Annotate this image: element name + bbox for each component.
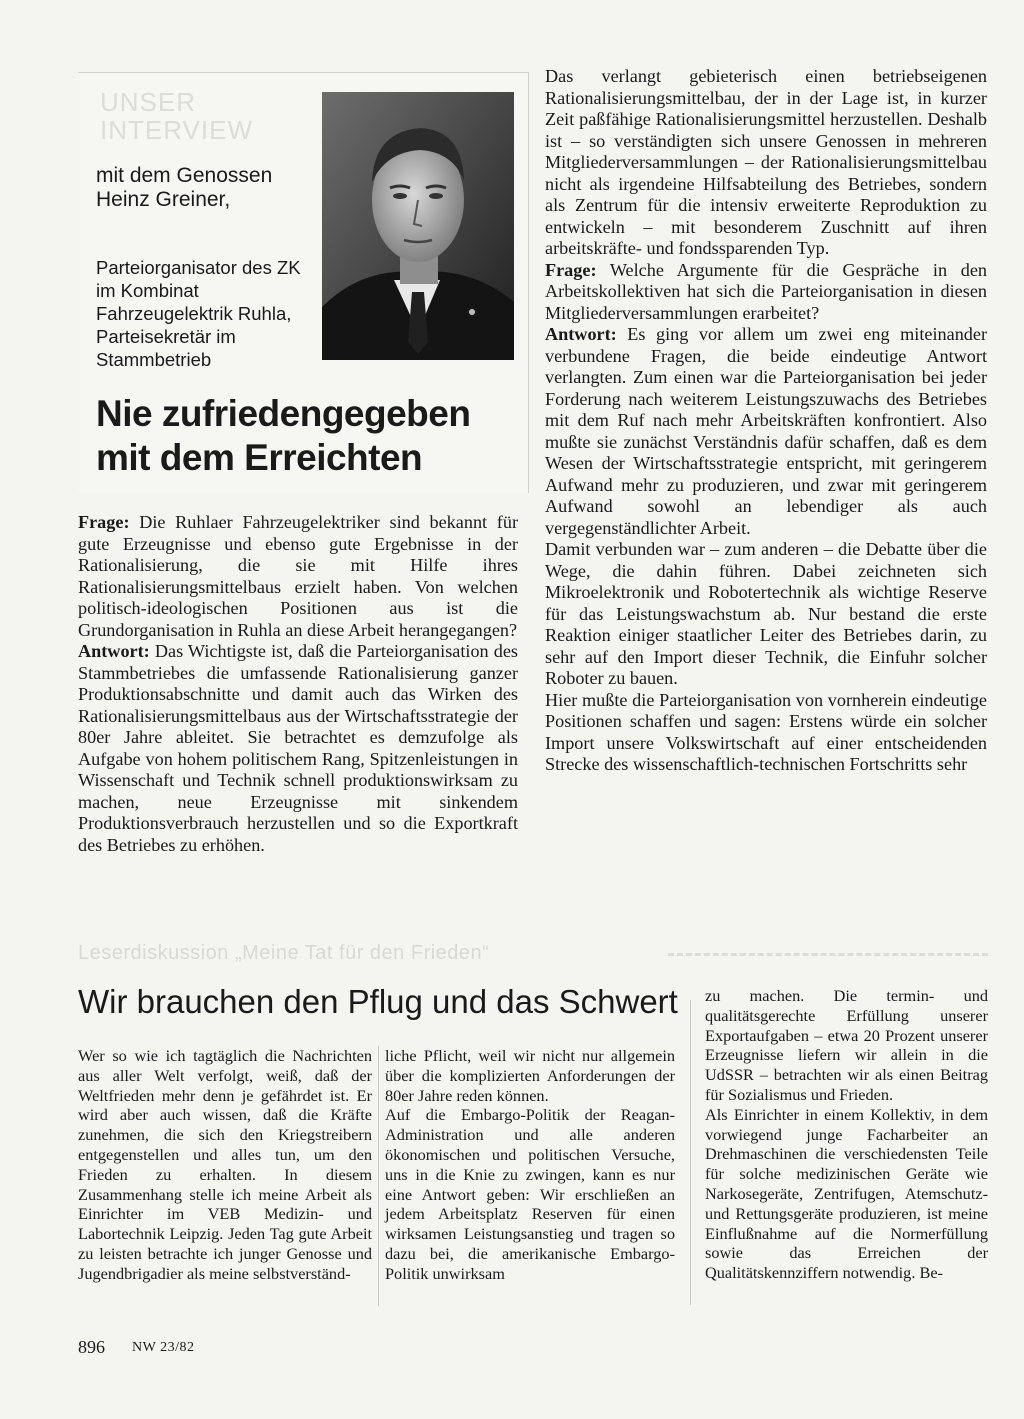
question-text: Die Ruhlaer Fahrzeugelektriker sind bekannt für gute Erzeugnisse und ebenso gute Ergebnisse in der Rationalisierung, die sie mit Hilfe ihres Rationalisierungsmittelbaus erzielt haben. Von welchen politisch-ideologischen Positionen aus ist die Grundorganisation in Ruhla an diese Arbeit herangegangen? [78,512,518,640]
section-title: Wir brauchen den Pflug und das Schwert [78,983,678,1020]
paragraph: Wer so wie ich tagtäglich die Nachrichten aus aller Welt verfolgt, weiß, daß der Weltfrieden mehr denn je gefährdet ist. Er wird aber auch wissen, daß die Kräfte zunehmen, die sich den Kriegstreibern entgegenstellen und alles tun, um den Frieden zu erhalten. In diesem Zusammenhang stelle ich meine Arbeit als Einrichter im VEB Medizin- und Labortechnik Leipzig. Jeden Tag gute Arbeit zu leisten betrachte ich junger Genosse und Jugendbrigadier als meine selbstverständ- [78,1046,372,1283]
page-number: 896 [78,1337,105,1357]
answer-label: Antwort: [545,324,617,344]
answer-paragraph [78,641,518,856]
paragraph [545,690,987,776]
paragraph: Als Einrichter in einem Kollektiv, in dem vorwiegend junge Facharbeiter an Drehmaschinen die verschiedensten Teile für solche medizinischen Geräte wie Narkosegeräte, Zentrifugen, Atemschutz- und Rettungsgeräte produzieren, ist meine Einflußnahme auf die Normerfüllung sowie das Erreichen der Qualitätskennziffern notwendig. Be- [705,1104,988,1283]
discussion-column-1 [78,1046,372,1284]
paragraph-text: Damit verbunden war – zum anderen – die Debatte über die Wege, die dahin führen. Dabei zeichneten sich Mikroelektronik und Robotertechnik als wichtige Reserve für das Leistungswachstum ab. Nur bestand die erste Reaktion einiger staatlicher Leiter des Betriebes darin, zu sehr auf den Import dieser Technik, die Einfuhr solcher Roboter zu bauen. [545,539,987,688]
discussion-column-2 [385,1046,675,1284]
interview-right-column [545,66,987,776]
interviewee-role: Parteiorganisator des ZK im Kombinat Fahrzeugelektrik Ruhla, Parteisekretär im Stammbetrieb [96,257,301,370]
section-banner: Leserdiskussion „Meine Tat für den Frieden“ [78,942,490,964]
column-divider [378,1046,379,1306]
question-paragraph [78,512,518,641]
question-paragraph [545,260,987,325]
answer-text: Es ging vor allem um zwei eng miteinander verbundene Fragen, die beide eindeutige Antwort verlangten. Zum einen war die Parteiorganisation bei jeder Forderung nach weiterem Leistungszuwachs des Betriebes mit dem Ruf nach mehr Arbeitskräften konfrontiert. Also mußte sie zunächst Verständnis dafür schaffen, daß es dem Wesen der Wirtschaftsstrategie entspricht, mit geringerem Aufwand mehr zu produzieren, und zwar mit geringerem Aufwand sowohl an lebendiger als auch vergegenständlichter Arbeit. [545,324,988,538]
interview-series-label: UNSER INTERVIEW [100,87,253,145]
discussion-column-3 [705,986,988,1283]
interview-intro: mit dem Genossen Heinz Greiner, [96,164,273,211]
interview-left-column [78,512,518,856]
paragraph-text: Hier mußte die Parteiorganisation von vornherein eindeutige Positionen schaffen und sagen: Erstens würde ein solcher Import unsere Volkswirtschaft auf einer entscheidenden Strecke des wissenschaftlich-technischen Fortschritts sehr [545,689,987,774]
paragraph [545,539,987,690]
paragraph: Auf die Embargo-Politik der Reagan-Administration und alle anderen ökonomischen und politischen Versuche, uns in die Knie zu zwingen, kann es nur eine Antwort geben: Wir erschließen an jedem Arbeitsplatz Reserven für einen wirksamen Leistungsanstieg und tragen so dazu bei, die amerikanische Embargo-Politik unwirksam [385,1105,675,1283]
paragraph: zu machen. Die termin- und qualitätsgerechte Erfüllung unserer Exportaufgaben – etwa 20 Prozent unserer Erzeugnisse liefern wir allein in die UdSSR – betrachten wir als einen Beitrag für Sozialismus und Frieden. [705,986,988,1104]
banner-rule [668,953,988,956]
portrait-photo [322,92,514,360]
issue-label: NW 23/82 [132,1340,195,1355]
paragraph: liche Pflicht, weil wir nicht nur allgemein über die komplizierten Anforderungen der 80er Jahre reden können. [385,1046,675,1105]
answer-label: Antwort: [78,641,150,661]
question-label: Frage: [78,512,130,532]
question-label: Frage: [545,259,597,280]
question-text: Welche Argumente für die Gespräche in den Arbeitskollektiven hat sich die Parteiorganisation in diesen Mitgliederversammlungen erarbeitet? [545,259,987,323]
paragraph-text: Das verlangt gebieterisch einen betriebseigenen Rationalisierungsmittelbau, der in der Lage ist, in kurzer Zeit paßfähige Rationalisierungsmittel herzustellen. Deshalb ist – so verständigten sich unsere Genossen in mehreren Mitgliederversammlungen – der Rationalisierungsmittelbau nicht als irgendeine Hilfsabteilung des Betriebes, sondern als Zentrum für die intensiv erweiterte Reproduktion zu entwickeln – mit besonderem Zuschnitt auf ihren arbeitskräfte- und fondssparenden Typ. [545,66,987,258]
article-headline: Nie zufriedengegeben mit dem Erreichten [96,393,471,478]
paragraph [545,66,987,260]
portrait-image [322,92,514,360]
column-divider [690,1000,691,1305]
answer-text: Das Wichtigste ist, daß die Parteiorganisation des Stammbetriebes die umfassende Rationalisierung ganzer Produktionsabschnitte und damit auch das Wirken des Rationalisierungsmittelbaus aus der Wirtschaftsstrategie der 80er Jahre ableitet. Sie betrachtet es demzufolge als Aufgabe von hohem politischem Rang, Spitzenleistungen in Wissenschaft und Technik schnell produktionswirksam zu machen, neue Erzeugnisse mit sinkendem Produktionsverbrauch herzustellen und so die Exportkraft des Betriebes zu erhöhen. [78,641,519,855]
answer-paragraph [545,324,987,539]
